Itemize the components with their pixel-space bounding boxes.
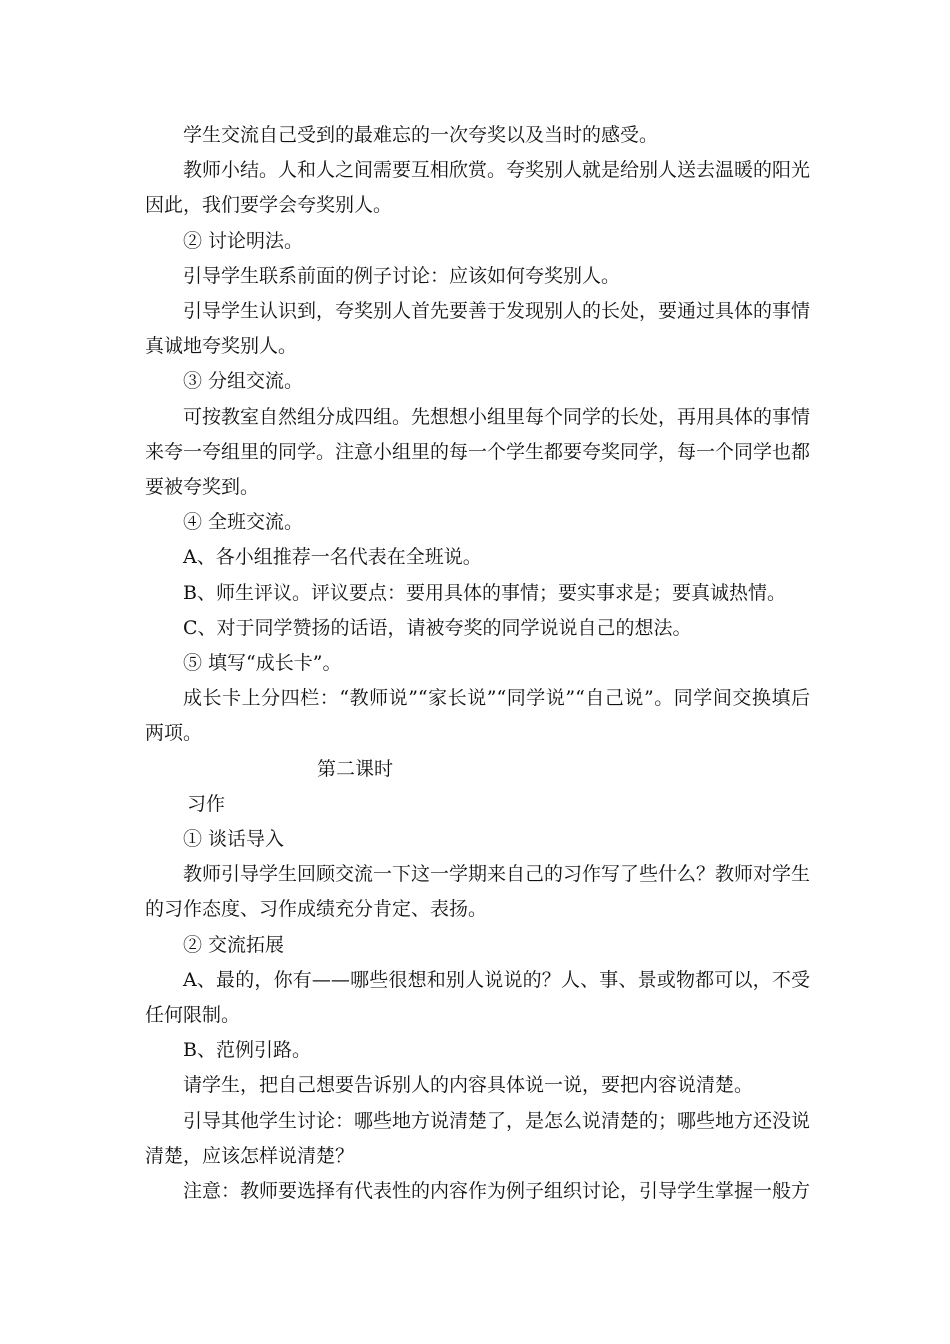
paragraph: 注意：教师要选择有代表性的内容作为例子组织讨论，引导学生掌握一般方 <box>183 1180 811 1203</box>
section-label: 习作 <box>187 792 226 815</box>
paragraph: C、对于同学赞扬的话语，请被夸奖的同学说说自己的想法。 <box>183 616 692 639</box>
paragraph: 教师引导学生回顾交流一下这一学期来自己的习作写了些什么？教师对学生的习作态度、习作成绩充分肯定、表扬。 <box>145 863 811 921</box>
paragraph: A、各小组推荐一名代表在全班说。 <box>183 546 482 569</box>
paragraph: B、范例引路。 <box>183 1039 311 1062</box>
paragraph: 请学生，把自己想要告诉别人的内容具体说一说，要把内容说清楚。 <box>183 1074 754 1097</box>
paragraph: ② 讨论明法。 <box>183 229 304 252</box>
paragraph: B、师生评议。评议要点：要用具体的事情；要实事求是；要真诚热情。 <box>183 581 786 604</box>
paragraph: 引导学生认识到，夸奖别人首先要善于发现别人的长处，要通过具体的事情真诚地夸奖别人。 <box>145 300 811 358</box>
paragraph: ⑤ 填写“成长卡”。 <box>183 652 342 675</box>
paragraph: ② 交流拓展 <box>183 933 285 956</box>
paragraph: 教师小结。人和人之间需要互相欣赏。夸奖别人就是给别人送去温暖的阳光因此，我们要学会夸奖别人。 <box>145 159 811 217</box>
paragraph: 引导其他学生讨论：哪些地方说清楚了，是怎么说清楚的；哪些地方还没说清楚，应该怎样说清楚？ <box>145 1109 811 1167</box>
document-body <box>145 118 810 1209</box>
paragraph: A、最的，你有——哪些很想和别人说说的？人、事、景或物都可以，不受任何限制。 <box>145 968 810 1027</box>
paragraph: 引导学生联系前面的例子讨论：应该如何夸奖别人。 <box>183 264 621 287</box>
paragraph: 学生交流自己受到的最难忘的一次夸奖以及当时的感受。 <box>183 124 659 146</box>
paragraph: ① 谈话导入 <box>183 828 285 851</box>
paragraph: 成长卡上分四栏：“教师说”“家长说”“同学说”“自己说”。同学间交换填后两项。 <box>145 687 810 745</box>
paragraph: ④ 全班交流。 <box>183 511 304 534</box>
paragraph: 可按教室自然组分成四组。先想想小组里每个同学的长处，再用具体的事情来夸一夸组里的同学。注意小组里的每一个学生都要夸奖同学，每一个同学也都要被夸奖到。 <box>145 405 811 499</box>
paragraph: ③ 分组交流。 <box>183 370 304 393</box>
lesson-heading: 第二课时 <box>317 757 394 780</box>
